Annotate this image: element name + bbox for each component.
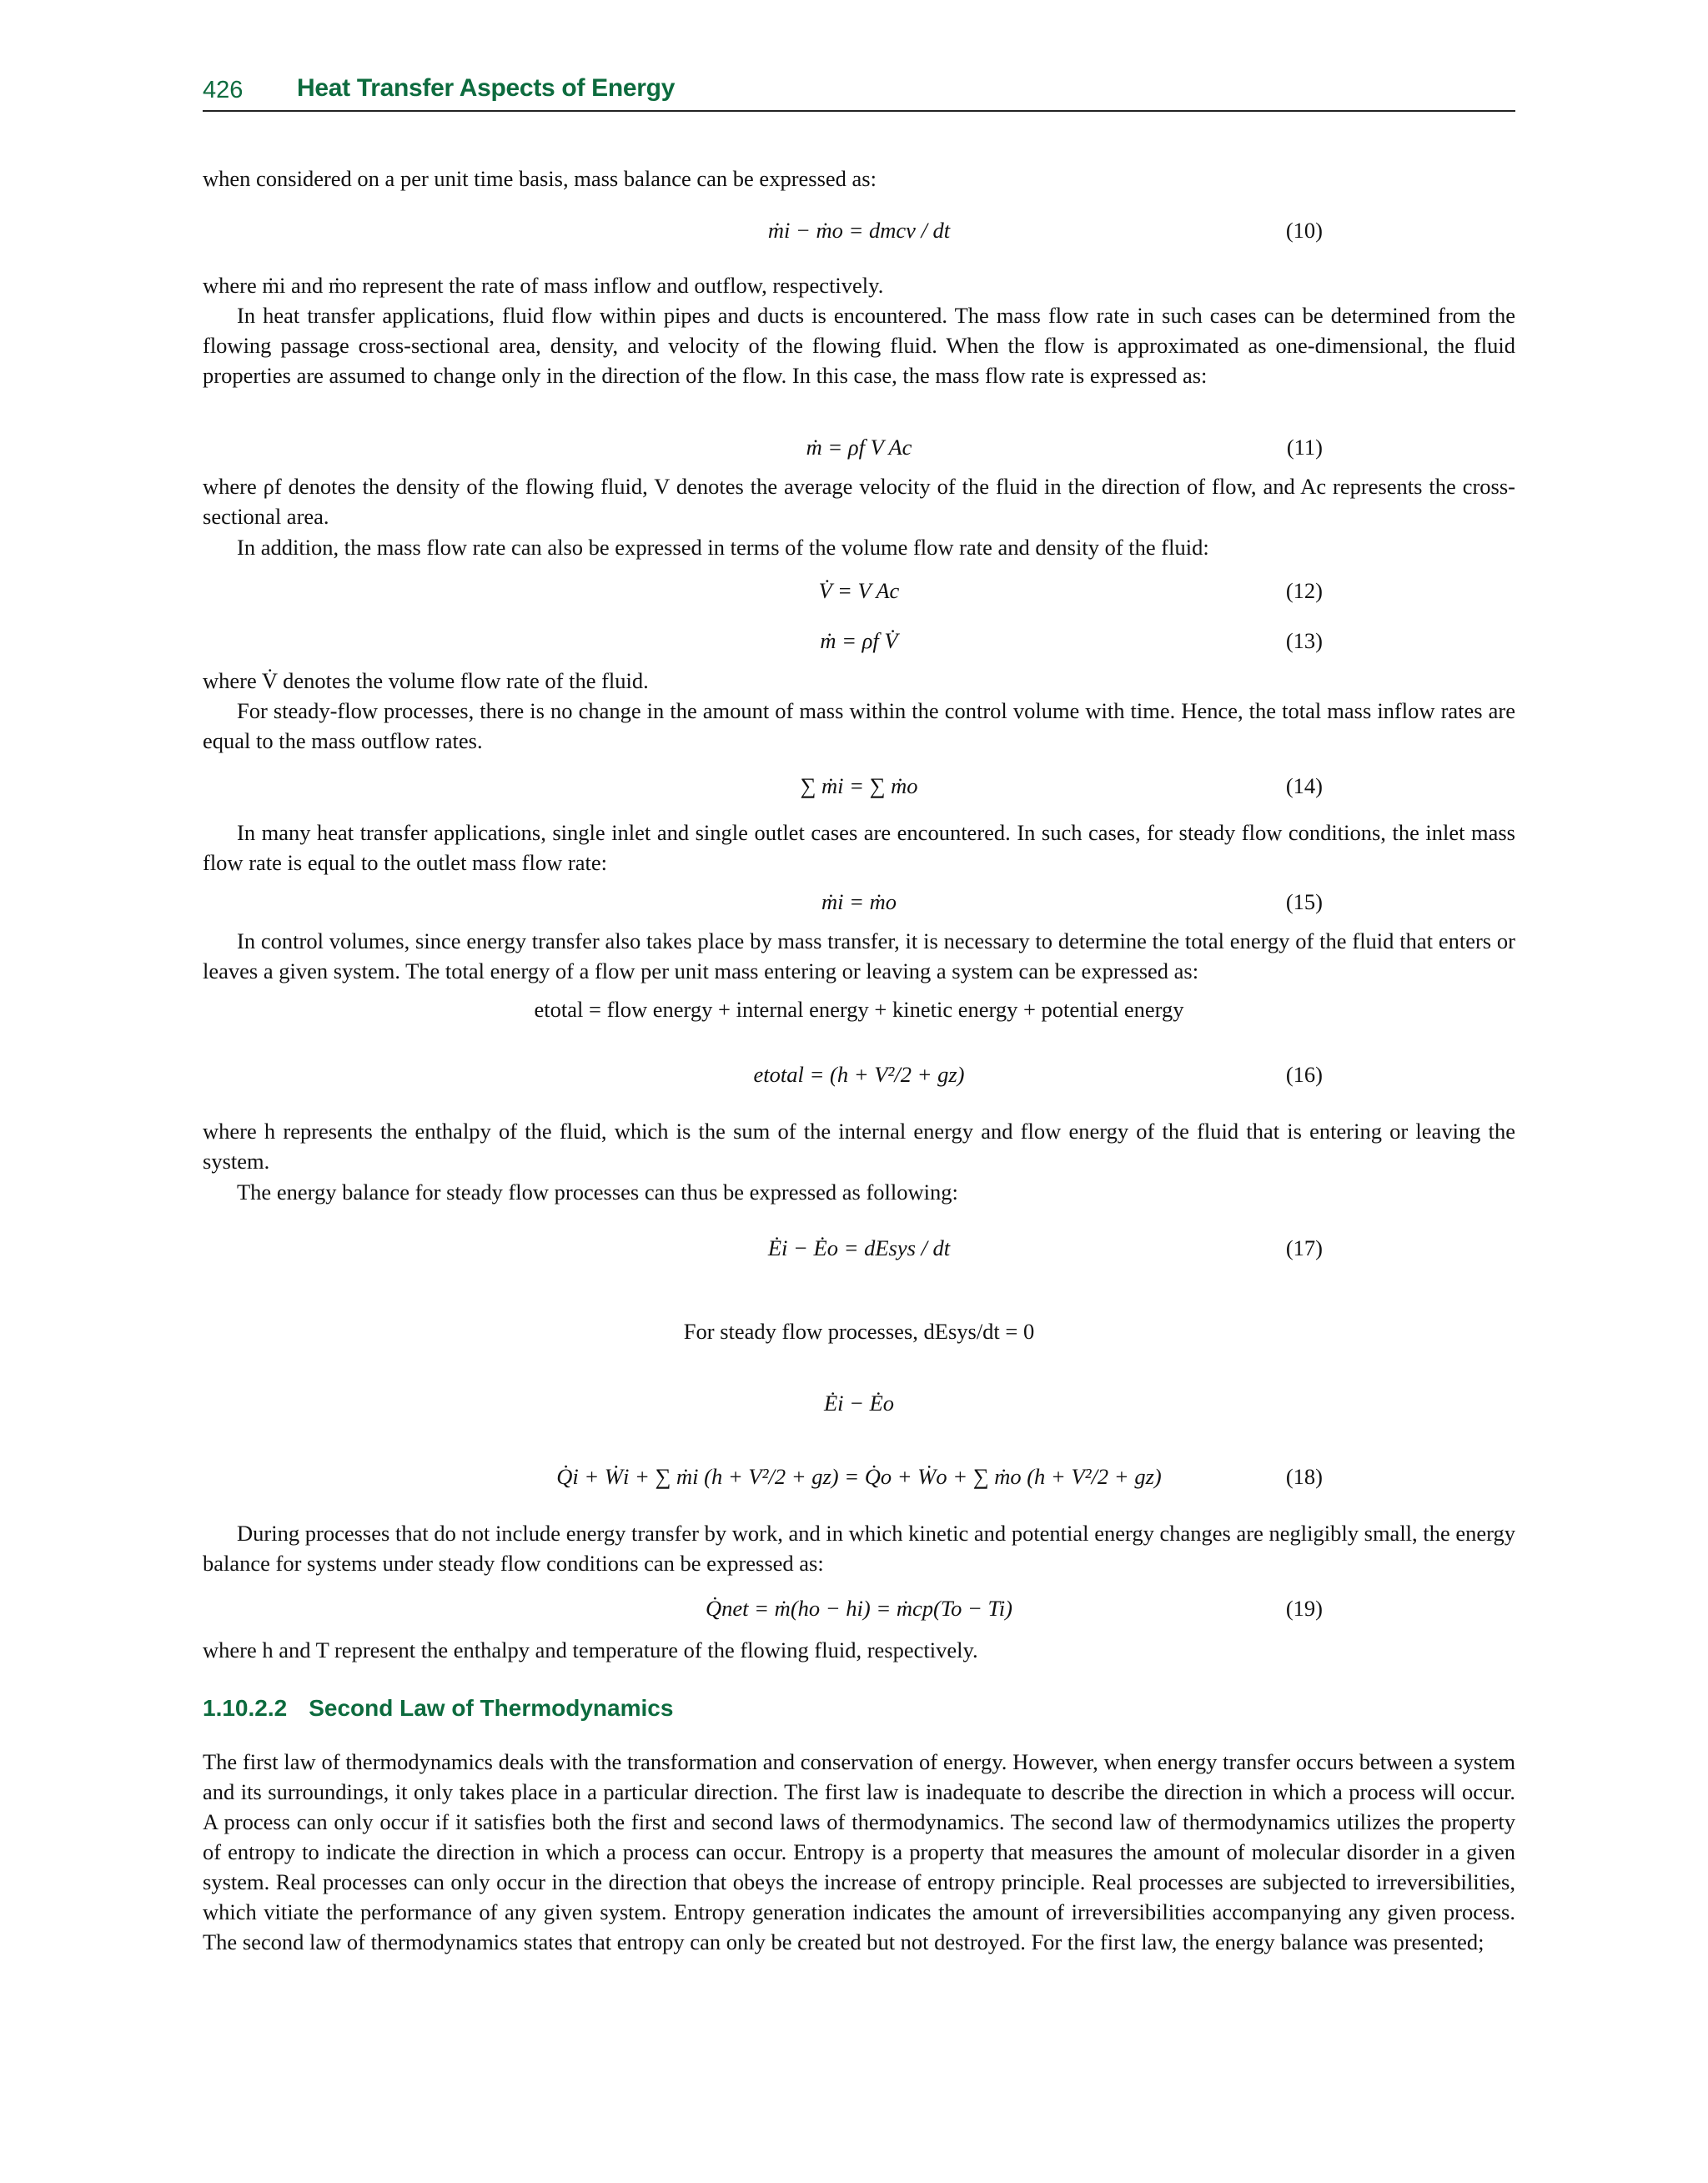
- paragraph: where h and T represent the enthalpy and temperature of the flowing fluid, respectively.: [203, 1637, 978, 1662]
- equation-number: (16): [1285, 1062, 1323, 1087]
- paragraph: where V̇ denotes the volume flow rate of the fluid.: [203, 668, 649, 693]
- equation-text: Ėi − Ėo: [823, 1391, 895, 1416]
- equation-17: [203, 1233, 1515, 1263]
- paragraph: The first law of thermodynamics deals with the transformation and conservation of energy. However, when energy transfer occurs between a system and its surroundings, it only takes place in a particular direction. The first law is inadequate to describe the direction in which a process will occur. A process can only occur if it satisfies both the first and second laws of thermodynamics. The second law of thermodynamics utilizes the property of entropy to indicate the direction in which a process can occur. Entropy is a property that measures the amount of molecular disorder in a given system. Real processes can only occur in the direction that obeys the increase of entropy principle. Real processes are subjected to irreversibilities, which vitiate the performance of any given system. Entropy generation indicates the amount of irreversibilities accompanying any given process. The second law of thermodynamics states that entropy can only be created but not destroyed. For the first law, the energy balance was presented;: [203, 1749, 1515, 1954]
- equation-12: [203, 576, 1515, 606]
- paragraph: In heat transfer applications, fluid flow within pipes and ducts is encountered. The mass flow rate in such cases can be determined from the flowing passage cross-sectional area, density, and velocity of the flowing fluid. When the flow is approximated as one-dimensional, the fluid properties are assumed to change only in the direction of the flow. In this case, the mass flow rate is expressed as:: [203, 303, 1515, 388]
- equation-text: Ėi − Ėo = dEsys / dt: [767, 1235, 951, 1260]
- equation-number: (12): [1285, 578, 1323, 603]
- equation-text: ṁi − ṁo = dmcv / dt: [767, 218, 951, 243]
- paragraph: For steady-flow processes, there is no change in the amount of mass within the control volume with time. Hence, the total mass inflow rates are equal to the mass outflow rates.: [203, 698, 1515, 753]
- paragraph: when considered on a per unit time basis, mass balance can be expressed as:: [203, 166, 877, 191]
- equation-energy-difference: [203, 1388, 1515, 1418]
- equation-13: [203, 626, 1515, 656]
- equation-text: ṁ = ρf V̇: [820, 628, 898, 653]
- equation-number: (19): [1285, 1596, 1323, 1621]
- equation-number: (11): [1286, 435, 1323, 460]
- equation-number: (14): [1285, 773, 1323, 798]
- equation-total-energy-words: [203, 994, 1515, 1024]
- running-header: [203, 73, 1515, 112]
- equation-text: ṁi = ṁo: [821, 889, 897, 914]
- equation-text: ∑ ṁi = ∑ ṁo: [800, 773, 918, 798]
- equation-number: (18): [1285, 1464, 1323, 1489]
- equation-text: V̇ = V Ac: [818, 578, 900, 603]
- paragraph: where ṁi and ṁo represent the rate of mass inflow and outflow, respectively.: [203, 273, 884, 298]
- equation-number: (17): [1285, 1235, 1323, 1260]
- equation-14: [203, 771, 1515, 801]
- equation-18: [203, 1461, 1515, 1491]
- paragraph: During processes that do not include energy transfer by work, and in which kinetic and potential energy changes are negligibly small, the energy balance for systems under steady flow conditions can be expressed as:: [203, 1521, 1515, 1576]
- section-heading: [203, 1693, 673, 1723]
- equation-10: [203, 215, 1515, 245]
- equation-text: Q̇net = ṁ(ho − hi) = ṁcp(To − Ti): [706, 1596, 1012, 1621]
- equation-text: etotal = (h + V²/2 + gz): [753, 1062, 965, 1087]
- equation-text: etotal = flow energy + internal energy + kinetic energy + potential energy: [534, 997, 1184, 1022]
- paragraph: In many heat transfer applications, single inlet and single outlet cases are encountered. In such cases, for steady flow conditions, the inlet mass flow rate is equal to the outlet mass flow rate:: [203, 820, 1515, 875]
- paragraph: The energy balance for steady flow processes can thus be expressed as following:: [237, 1180, 958, 1205]
- equation-16: [203, 1059, 1515, 1089]
- equation-19: [203, 1593, 1515, 1623]
- paragraph: In addition, the mass flow rate can also be expressed in terms of the volume flow rate and density of the fluid:: [237, 535, 1209, 560]
- section-title: Second Law of Thermodynamics: [309, 1695, 674, 1721]
- equation-text: ṁ = ρf V Ac: [806, 435, 912, 460]
- running-title: Heat Transfer Aspects of Energy: [297, 74, 676, 102]
- equation-steady-flow: [203, 1316, 1515, 1346]
- paragraph: In control volumes, since energy transfer also takes place by mass transfer, it is necessary to determine the total energy of the fluid that enters or leaves a given system. The total energy of a flow per unit mass entering or leaving a system can be expressed as:: [203, 928, 1515, 983]
- equation-number: (15): [1285, 889, 1323, 914]
- paragraph: where ρf denotes the density of the flowing fluid, V denotes the average velocity of the fluid in the direction of flow, and Ac represents the cross-sectional area.: [203, 474, 1515, 529]
- equation-11: [203, 432, 1515, 462]
- equation-number: (10): [1285, 218, 1323, 243]
- equation-15: [203, 887, 1515, 917]
- section-number: 1.10.2.2: [203, 1695, 288, 1721]
- page-number: 426: [203, 77, 244, 103]
- equation-text: For steady flow processes, dEsys/dt = 0: [683, 1319, 1035, 1344]
- equation-text: Q̇i + Ẇi + ∑ ṁi (h + V²/2 + gz) = Q̇o + Ẇo + ∑ ṁo (h + V²/2 + gz): [556, 1464, 1162, 1489]
- equation-number: (13): [1285, 628, 1323, 653]
- paragraph: where h represents the enthalpy of the fluid, which is the sum of the internal energy and flow energy of the fluid that is entering or leaving the system.: [203, 1119, 1515, 1174]
